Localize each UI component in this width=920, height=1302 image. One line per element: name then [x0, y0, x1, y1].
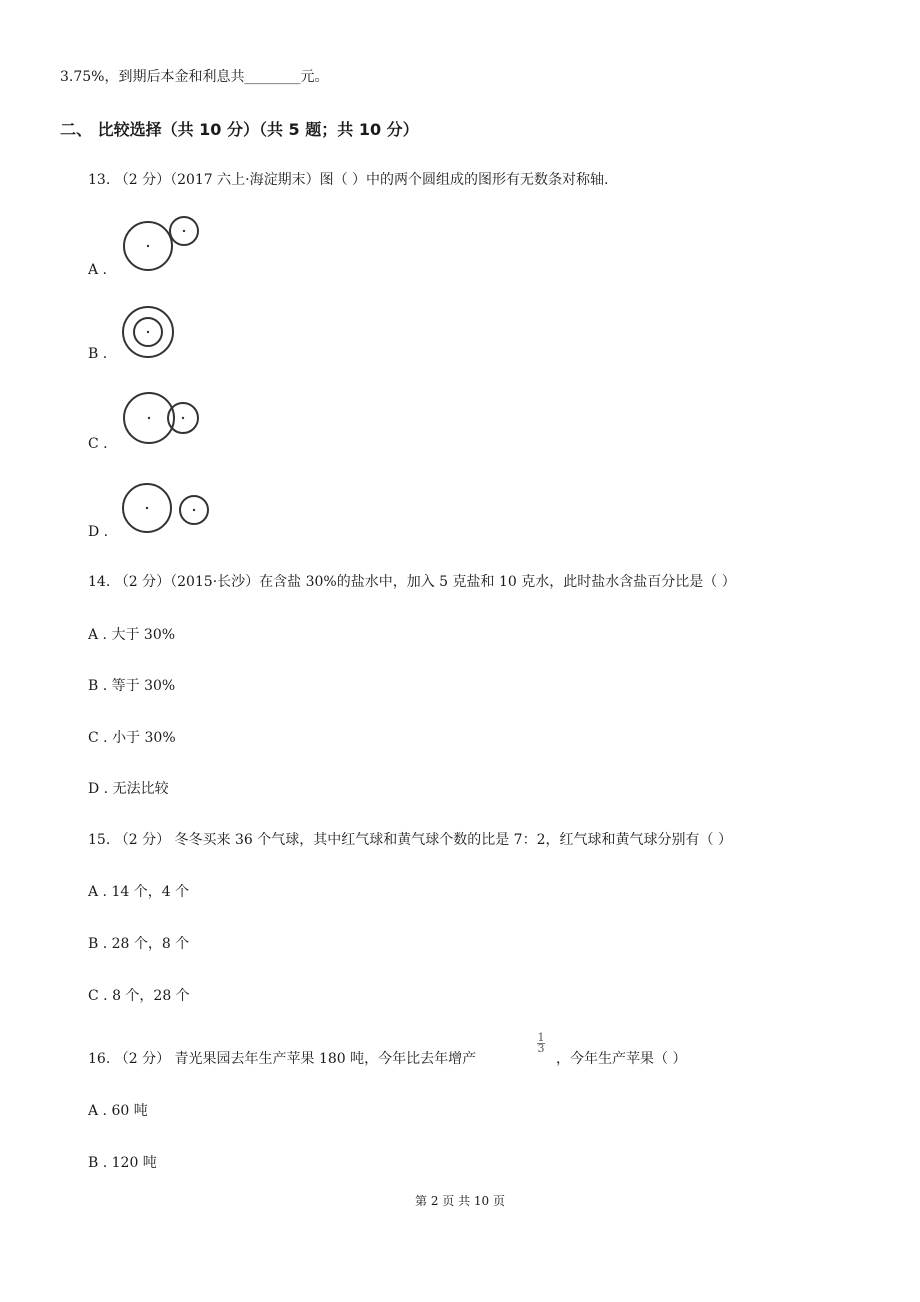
fraction-numerator: 1 — [537, 1031, 545, 1044]
option-d: D . 无法比较 — [88, 781, 169, 797]
option-b: B . 等于 30% — [88, 678, 176, 694]
question-stem: 13. （2 分）（2017 六上·海淀期末）图（ ）中的两个圆组成的图形有无数条对称轴. — [88, 172, 609, 188]
option-a-figure — [118, 212, 204, 274]
option-a: A . 14 个，4 个 — [88, 884, 190, 900]
option-d-figure — [118, 480, 214, 538]
option-c: C . 8 个，28 个 — [88, 988, 190, 1004]
previous-question-tail: 3.75%，到期后本金和利息共________元。 — [60, 69, 329, 85]
option-b: B . 120 吨 — [88, 1155, 157, 1171]
option-a: A . 60 吨 — [88, 1103, 148, 1119]
option-c: C . 小于 30% — [88, 730, 176, 746]
question-stem-end: ，今年生产苹果（ ） — [556, 1051, 687, 1067]
option-b: B . 28 个，8 个 — [88, 936, 190, 952]
option-b-label: B . — [88, 346, 108, 362]
option-d-label: D . — [88, 524, 109, 540]
fraction-one-third — [536, 1033, 546, 1054]
question-stem: 15. （2 分） 冬冬买来 36 个气球，其中红气球和黄气球个数的比是 7：2，红气球和黄气球分别有（ ） — [88, 832, 732, 848]
option-a-label: A . — [88, 262, 108, 278]
fraction-denominator: 3 — [537, 1042, 545, 1055]
option-a: A . 大于 30% — [88, 627, 176, 643]
page-footer: 第 2 页 共 10 页 — [415, 1194, 505, 1208]
option-c-figure — [118, 390, 204, 448]
option-c-label: C . — [88, 436, 108, 452]
option-b-figure — [118, 304, 180, 362]
question-stem: 14. （2 分）（2015·长沙）在含盐 30%的盐水中，加入 5 克盐和 10 克水，此时盐水含盐百分比是（ ） — [88, 574, 736, 590]
section-title: 二、 比较选择（共 10 分）（共 5 题；共 10 分） — [60, 120, 419, 139]
question-stem: 16. （2 分） 青光果园去年生产苹果 180 吨，今年比去年增产 — [88, 1051, 477, 1067]
